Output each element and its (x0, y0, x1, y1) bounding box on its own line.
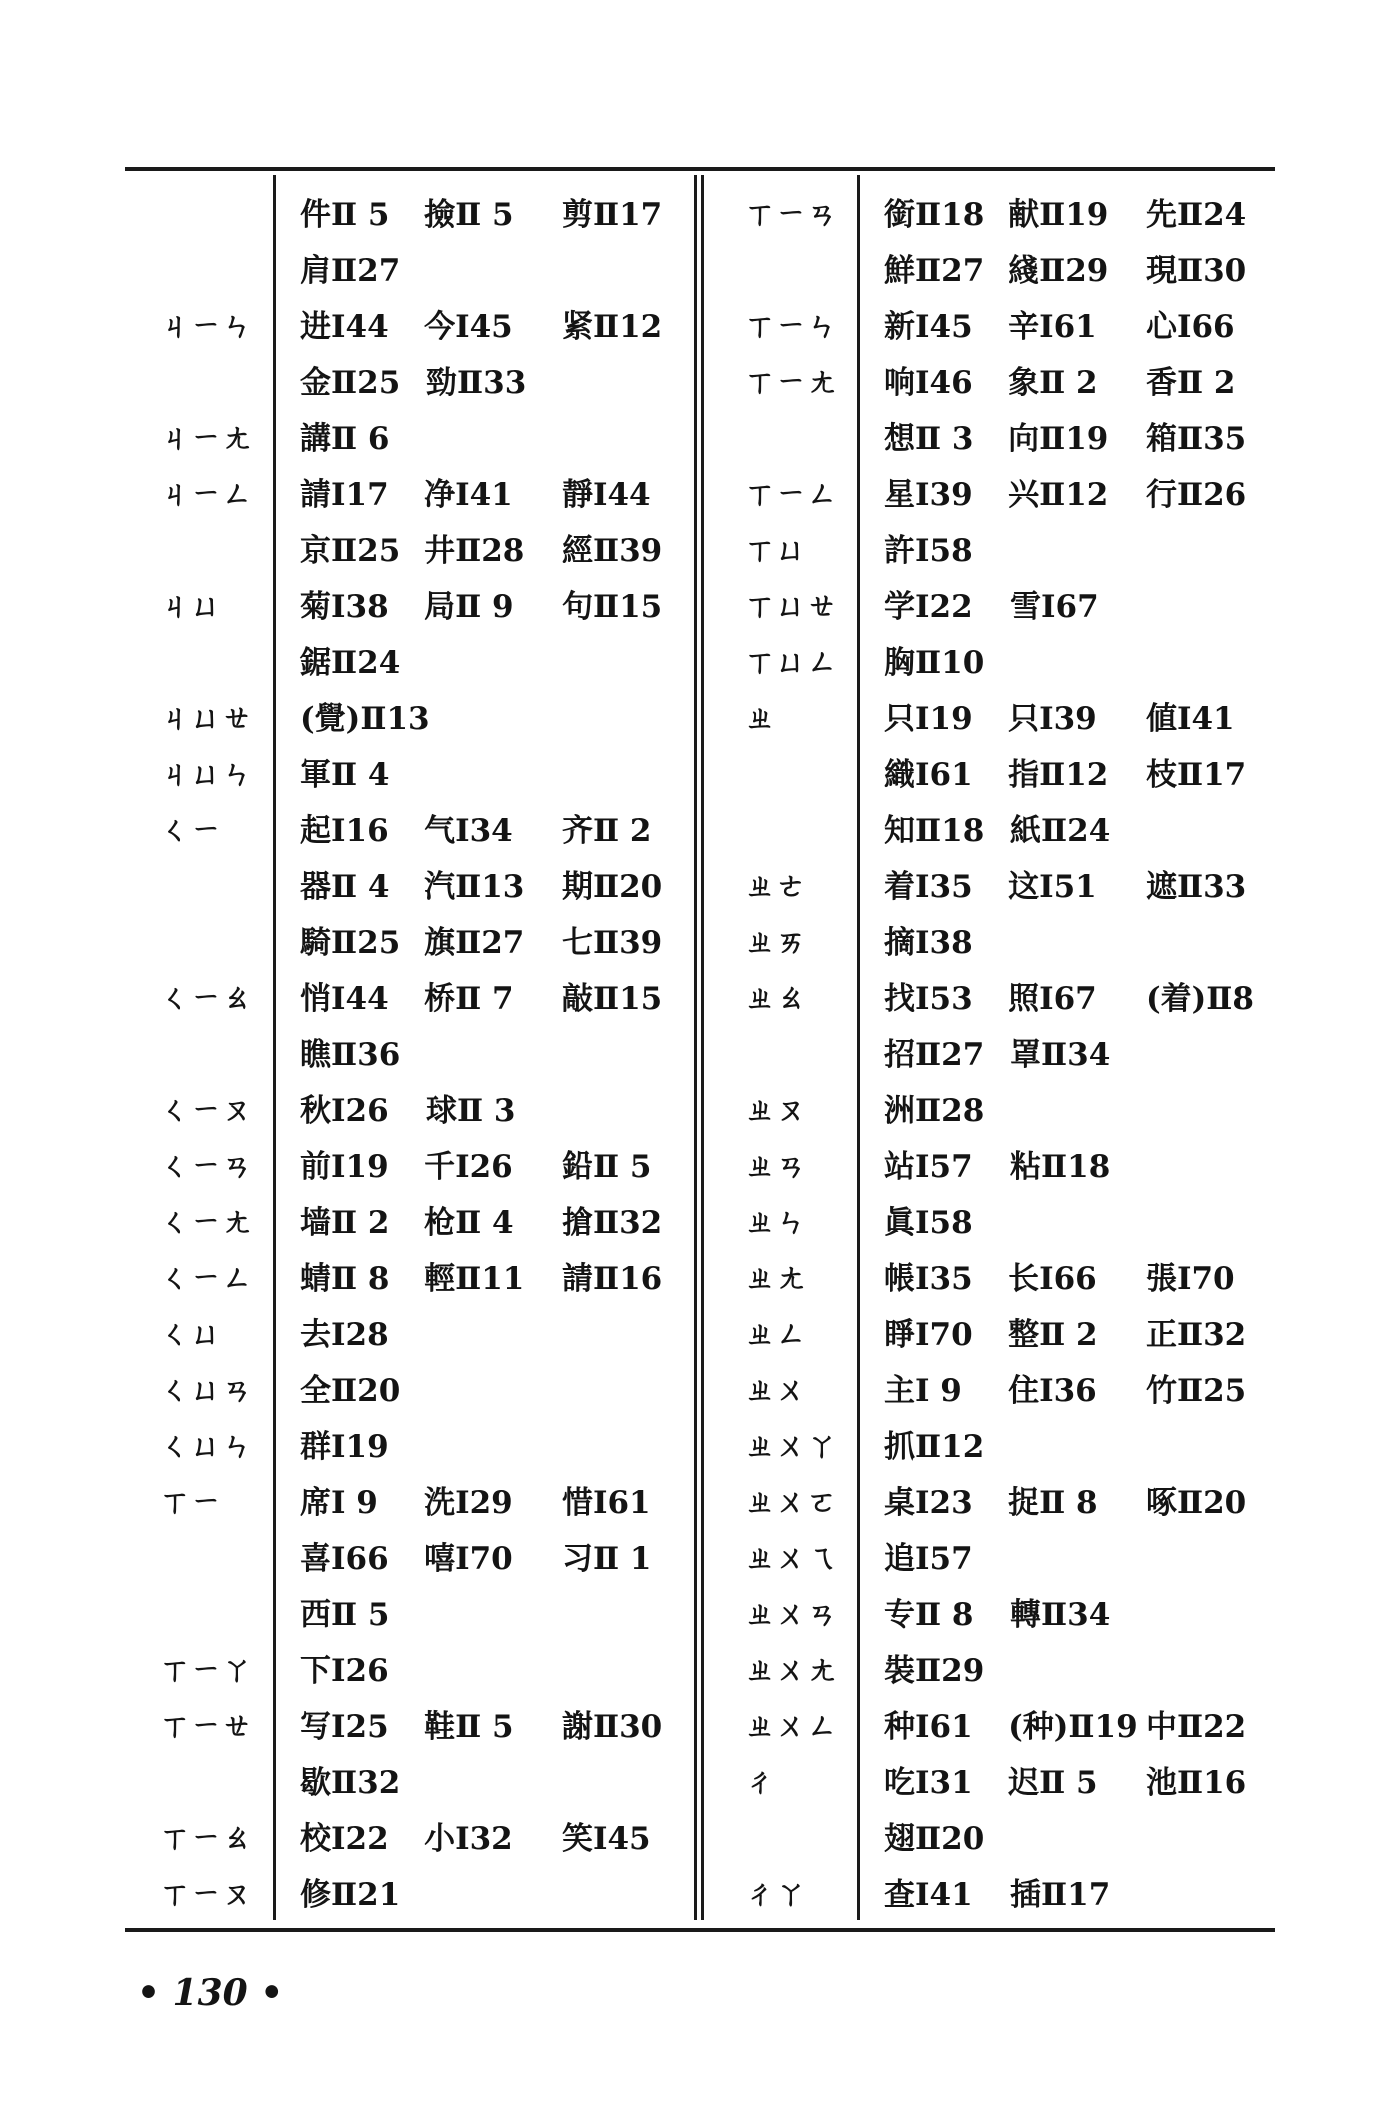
left-entry-row (300, 407, 690, 463)
left-key (160, 631, 270, 687)
left-key (160, 1527, 270, 1583)
entry: 旗Ⅱ27 (424, 924, 525, 961)
entry: 这Ⅰ51 (1008, 868, 1097, 905)
entry: 遮Ⅱ33 (1145, 868, 1247, 905)
entry: 惜Ⅰ61 (561, 1484, 651, 1521)
right-entry-row (884, 407, 1274, 463)
right-key: ㄓㄞ (745, 925, 807, 960)
entry: 小Ⅰ32 (424, 1820, 513, 1857)
entry: 眞Ⅰ58 (884, 1204, 973, 1241)
entry: 行Ⅱ26 (1145, 476, 1247, 513)
entry: 器Ⅱ 4 (300, 868, 390, 905)
entry: 件Ⅱ 5 (300, 196, 390, 233)
right-entry-row (884, 239, 1274, 295)
entry: 剪Ⅱ17 (561, 196, 663, 233)
entry: 长Ⅰ66 (1008, 1260, 1097, 1297)
entry: 嘻Ⅰ70 (424, 1540, 513, 1577)
entry: 翅Ⅱ20 (884, 1820, 985, 1857)
right-key-column (745, 183, 855, 1919)
entry: 照Ⅰ67 (1008, 980, 1097, 1017)
right-entry-row (884, 351, 1274, 407)
entry: 去Ⅰ28 (300, 1316, 389, 1353)
entry: 响Ⅰ46 (884, 364, 973, 401)
entry: 紙Ⅱ24 (1010, 812, 1111, 849)
right-key: ㄒㄧㄤ (745, 365, 838, 400)
entry: 想Ⅱ 3 (884, 420, 974, 457)
left-key: ㄑㄧㄢ (160, 1149, 253, 1184)
right-entry-row (884, 1359, 1274, 1415)
left-entry-row (300, 1415, 690, 1471)
left-key: ㄒㄧㄚ (160, 1653, 253, 1688)
entry: 整Ⅱ 2 (1008, 1316, 1098, 1353)
entry: 捉Ⅱ 8 (1008, 1484, 1098, 1521)
left-entry-row (300, 1639, 690, 1695)
entry: 菊Ⅰ38 (300, 588, 389, 625)
entry: 靜Ⅰ44 (561, 476, 651, 513)
right-key: ㄓ (745, 701, 776, 736)
right-key: ㄒㄩ (745, 533, 807, 568)
right-entry-row (884, 1247, 1274, 1303)
entry: 进Ⅰ44 (300, 308, 389, 345)
left-entry-row (300, 1359, 690, 1415)
entry: 汽Ⅱ13 (424, 868, 525, 905)
left-entry-row (300, 183, 690, 239)
left-entry-row (300, 855, 690, 911)
entry: 群Ⅰ19 (300, 1428, 389, 1465)
entry: 净Ⅰ41 (424, 476, 513, 513)
entry: 講Ⅱ 6 (300, 420, 390, 457)
entry: 修Ⅱ21 (300, 1876, 401, 1913)
entry: 悄Ⅰ44 (300, 980, 389, 1017)
entry: 着Ⅰ35 (884, 868, 973, 905)
right-key (745, 743, 855, 799)
entry: 搶Ⅱ32 (561, 1204, 663, 1241)
left-entry-row (300, 1247, 690, 1303)
entry: 招Ⅱ27 (884, 1036, 985, 1073)
entry: 睜Ⅰ70 (884, 1316, 973, 1353)
entry: 指Ⅱ12 (1008, 756, 1109, 793)
entry: 今Ⅰ45 (424, 308, 513, 345)
left-entry-row (300, 575, 690, 631)
left-entry-row (300, 1583, 690, 1639)
entry: 局Ⅱ 9 (424, 588, 514, 625)
left-key: ㄒㄧㄝ (160, 1709, 253, 1744)
left-key: ㄐㄧㄣ (160, 309, 253, 344)
right-key: ㄓㄥ (745, 1317, 807, 1352)
left-key: ㄐㄧㄥ (160, 477, 253, 512)
right-entry-row (884, 519, 1274, 575)
right-entry-row (884, 575, 1274, 631)
entry: 輕Ⅱ11 (424, 1260, 525, 1297)
left-entry-row (300, 1807, 690, 1863)
entry: 裝Ⅱ29 (884, 1652, 985, 1689)
left-key (160, 1023, 270, 1079)
left-key: ㄑㄧㄡ (160, 1093, 253, 1128)
entry: 西Ⅱ 5 (300, 1596, 390, 1633)
entry: 織Ⅰ61 (884, 756, 973, 793)
left-entry-row (300, 351, 690, 407)
entry: 歇Ⅱ32 (300, 1764, 401, 1801)
right-entry-row (884, 1191, 1274, 1247)
entry: 轉Ⅱ34 (1010, 1596, 1111, 1633)
entry: 兴Ⅱ12 (1008, 476, 1109, 513)
center-divider-b (701, 175, 704, 1920)
entry: 迟Ⅱ 5 (1008, 1764, 1098, 1801)
bottom-rule (125, 1928, 1275, 1932)
left-entry-row (300, 519, 690, 575)
left-key: ㄑㄧ (160, 813, 222, 848)
entry: 抓Ⅱ12 (884, 1428, 985, 1465)
right-column-divider (857, 175, 860, 1920)
right-entry-row (884, 1527, 1274, 1583)
entry: 鉛Ⅱ 5 (561, 1148, 652, 1185)
right-key: ㄓㄜ (745, 869, 807, 904)
entry: 紧Ⅱ12 (561, 308, 663, 345)
left-key: ㄒㄧ (160, 1485, 222, 1520)
left-key (160, 911, 270, 967)
entry: 站Ⅰ57 (884, 1148, 973, 1185)
right-entry-row (884, 687, 1274, 743)
left-entry-row (300, 463, 690, 519)
entry: 象Ⅱ 2 (1008, 364, 1098, 401)
entry: 新Ⅰ45 (884, 308, 973, 345)
entry: 綫Ⅱ29 (1008, 252, 1109, 289)
right-entry-row (884, 1695, 1274, 1751)
entry: 期Ⅱ20 (561, 868, 663, 905)
left-entry-row (300, 1079, 690, 1135)
left-key: ㄑㄩㄢ (160, 1373, 253, 1408)
right-entry-row (884, 1135, 1274, 1191)
entry: 正Ⅱ32 (1145, 1316, 1247, 1353)
right-entry-row (884, 1415, 1274, 1471)
right-key: ㄓㄢ (745, 1149, 807, 1184)
right-key: ㄓㄨㄢ (745, 1597, 838, 1632)
right-key: ㄓㄨㄥ (745, 1709, 838, 1744)
right-key: ㄔㄚ (745, 1877, 807, 1912)
left-key: ㄐㄩ (160, 589, 222, 624)
entry: 笑Ⅰ45 (561, 1820, 651, 1857)
right-key (745, 1807, 855, 1863)
entry: 肩Ⅱ27 (300, 252, 401, 289)
right-key: ㄒㄩㄥ (745, 645, 838, 680)
left-entry-row (300, 911, 690, 967)
entry: 辛Ⅰ61 (1008, 308, 1097, 345)
entry: 粘Ⅱ18 (1010, 1148, 1111, 1185)
entry: 查Ⅰ41 (884, 1876, 973, 1913)
right-entry-row (884, 631, 1274, 687)
entry: 起Ⅰ16 (300, 812, 389, 849)
entry: 池Ⅱ16 (1145, 1764, 1247, 1801)
right-entry-row (884, 1807, 1274, 1863)
entry: 鞋Ⅱ 5 (424, 1708, 514, 1745)
entry: 种Ⅰ61 (884, 1708, 973, 1745)
entry: 追Ⅰ57 (884, 1540, 973, 1577)
left-entry-row (300, 1751, 690, 1807)
entry: 吃Ⅰ31 (884, 1764, 973, 1801)
right-key (745, 799, 855, 855)
left-key: ㄑㄧㄠ (160, 981, 253, 1016)
entry: 現Ⅱ30 (1145, 252, 1247, 289)
entry: 罩Ⅱ34 (1010, 1036, 1111, 1073)
entry: 啄Ⅱ20 (1145, 1484, 1247, 1521)
left-key: ㄑㄧㄤ (160, 1205, 253, 1240)
entry: 住Ⅰ36 (1008, 1372, 1097, 1409)
right-key (745, 239, 855, 295)
entry: 七Ⅱ39 (561, 924, 663, 961)
entry: 請Ⅱ16 (561, 1260, 663, 1297)
left-entry-row (300, 687, 690, 743)
left-key (160, 1583, 270, 1639)
right-entry-row (884, 183, 1274, 239)
right-key: ㄒㄧㄢ (745, 197, 838, 232)
entry: 京Ⅱ25 (300, 532, 401, 569)
entry: 竹Ⅱ25 (1145, 1372, 1247, 1409)
entry: 心Ⅰ66 (1145, 308, 1235, 345)
left-entry-row (300, 1023, 690, 1079)
left-key (160, 1751, 270, 1807)
left-key (160, 239, 270, 295)
entry: 找Ⅰ53 (884, 980, 973, 1017)
right-key (745, 407, 855, 463)
left-entry-row (300, 295, 690, 351)
right-entry-row (884, 1863, 1274, 1919)
entry: 瞧Ⅱ36 (300, 1036, 401, 1073)
entry: 向Ⅱ19 (1008, 420, 1109, 457)
entry: 井Ⅱ28 (424, 532, 525, 569)
left-key: ㄒㄧㄠ (160, 1821, 253, 1856)
right-entry-row (884, 1303, 1274, 1359)
entry: 經Ⅱ39 (561, 532, 663, 569)
entry: 敲Ⅱ15 (561, 980, 663, 1017)
entry: 帳Ⅰ35 (884, 1260, 973, 1297)
entry: 知Ⅱ18 (884, 812, 985, 849)
top-rule (125, 167, 1275, 171)
right-entry-row (884, 799, 1274, 855)
left-entry-row (300, 1303, 690, 1359)
right-key: ㄓㄨㄤ (745, 1653, 838, 1688)
right-key: ㄓㄨㄛ (745, 1485, 838, 1520)
entry: 雪Ⅰ67 (1010, 588, 1099, 625)
left-entry-row (300, 799, 690, 855)
left-column-divider (273, 175, 276, 1920)
entry: 下Ⅰ26 (300, 1652, 389, 1689)
entry: 洲Ⅱ28 (884, 1092, 985, 1129)
right-entry-row (884, 855, 1274, 911)
left-key (160, 855, 270, 911)
entry: 桌Ⅰ23 (884, 1484, 973, 1521)
right-key: ㄒㄩㄝ (745, 589, 838, 624)
right-entry-row (884, 1471, 1274, 1527)
entry: 枝Ⅱ17 (1145, 756, 1247, 793)
left-entry-row (300, 1695, 690, 1751)
right-key: ㄒㄧㄣ (745, 309, 838, 344)
right-entry-row (884, 1079, 1274, 1135)
right-key: ㄓㄣ (745, 1205, 807, 1240)
entry: 席Ⅰ 9 (300, 1484, 378, 1521)
left-key (160, 519, 270, 575)
right-entry-row (884, 743, 1274, 799)
entry: 主Ⅰ 9 (884, 1372, 962, 1409)
entry: 謝Ⅱ30 (561, 1708, 663, 1745)
entry: 鋸Ⅱ24 (300, 644, 401, 681)
entry: 値Ⅰ41 (1145, 700, 1235, 737)
entry: 先Ⅱ24 (1145, 196, 1247, 233)
left-entry-row (300, 967, 690, 1023)
entry: 学Ⅰ22 (884, 588, 973, 625)
left-key: ㄑㄩㄣ (160, 1429, 253, 1464)
entry: 句Ⅱ15 (561, 588, 663, 625)
entry: 香Ⅱ 2 (1145, 364, 1236, 401)
left-key (160, 183, 270, 239)
entry: 球Ⅱ 3 (426, 1092, 516, 1129)
left-entry-row (300, 1471, 690, 1527)
entry: 張Ⅰ70 (1145, 1260, 1235, 1297)
entry: 許Ⅰ58 (884, 532, 973, 569)
right-entry-row (884, 911, 1274, 967)
entry: 全Ⅱ20 (300, 1372, 401, 1409)
entry: 請Ⅰ17 (300, 476, 389, 513)
right-key: ㄓㄡ (745, 1093, 807, 1128)
left-key: ㄑㄩ (160, 1317, 222, 1352)
right-entry-row (884, 1023, 1274, 1079)
left-entry-row (300, 1863, 690, 1919)
right-entry-row (884, 1639, 1274, 1695)
entry: 桥Ⅱ 7 (424, 980, 514, 1017)
entry: 写Ⅰ25 (300, 1708, 389, 1745)
entry: 献Ⅱ19 (1008, 196, 1109, 233)
right-entry-row (884, 463, 1274, 519)
left-entry-row (300, 1135, 690, 1191)
right-entry-row (884, 1583, 1274, 1639)
entry: 勁Ⅱ33 (426, 364, 527, 401)
entry: (着)Ⅱ8 (1145, 980, 1254, 1017)
center-divider-a (694, 175, 697, 1920)
entry: (覺)Ⅱ13 (300, 700, 430, 737)
left-key: ㄐㄩㄝ (160, 701, 253, 736)
left-entry-row (300, 1527, 690, 1583)
entry: 墙Ⅱ 2 (300, 1204, 390, 1241)
entry: 喜Ⅰ66 (300, 1540, 389, 1577)
entry: 軍Ⅱ 4 (300, 756, 390, 793)
left-entry-row (300, 239, 690, 295)
entry: 气Ⅰ34 (424, 812, 513, 849)
entry: 只Ⅰ39 (1008, 700, 1097, 737)
right-key (745, 1023, 855, 1079)
entry: 洗Ⅰ29 (424, 1484, 513, 1521)
entry: 金Ⅱ25 (300, 364, 401, 401)
left-key: ㄐㄧㄤ (160, 421, 253, 456)
entry: (种)Ⅱ19 (1008, 1708, 1138, 1745)
right-entry-row (884, 967, 1274, 1023)
entry: 前Ⅰ19 (300, 1148, 389, 1185)
left-key: ㄒㄧㄡ (160, 1877, 253, 1912)
entry: 鮮Ⅱ27 (884, 252, 985, 289)
entry: 箱Ⅱ35 (1145, 420, 1247, 457)
entry: 騎Ⅱ25 (300, 924, 401, 961)
entry: 千Ⅰ26 (424, 1148, 513, 1185)
right-key: ㄒㄧㄥ (745, 477, 838, 512)
entry: 撿Ⅱ 5 (424, 196, 514, 233)
entry: 秋Ⅰ26 (300, 1092, 389, 1129)
right-entry-row (884, 1751, 1274, 1807)
left-entry-row (300, 1191, 690, 1247)
left-entry-row (300, 631, 690, 687)
entry: 专Ⅱ 8 (884, 1596, 974, 1633)
right-key: ㄓㄨㄟ (745, 1541, 838, 1576)
entry: 胸Ⅱ10 (884, 644, 985, 681)
right-key: ㄓㄨ (745, 1373, 807, 1408)
left-key: ㄐㄩㄣ (160, 757, 253, 792)
entry: 齐Ⅱ 2 (561, 812, 652, 849)
entry: 习Ⅱ 1 (561, 1540, 652, 1577)
left-key-column (160, 183, 270, 1919)
page-number: • 130 • (137, 1972, 284, 2014)
entry: 銜Ⅱ18 (884, 196, 985, 233)
entry: 插Ⅱ17 (1010, 1876, 1111, 1913)
right-key: ㄓㄨㄚ (745, 1429, 838, 1464)
entry: 中Ⅱ22 (1145, 1708, 1247, 1745)
left-entries-column (300, 183, 690, 1919)
right-key: ㄔ (745, 1765, 776, 1800)
left-key: ㄑㄧㄥ (160, 1261, 253, 1296)
entry: 蜻Ⅱ 8 (300, 1260, 390, 1297)
entry: 星Ⅰ39 (884, 476, 973, 513)
right-key: ㄓㄠ (745, 981, 807, 1016)
right-entries-column (884, 183, 1274, 1919)
entry: 校Ⅰ22 (300, 1820, 389, 1857)
entry: 枪Ⅱ 4 (424, 1204, 514, 1241)
right-entry-row (884, 295, 1274, 351)
entry: 只Ⅰ19 (884, 700, 973, 737)
right-key: ㄓㄤ (745, 1261, 807, 1296)
left-key (160, 351, 270, 407)
left-entry-row (300, 743, 690, 799)
entry: 摘Ⅰ38 (884, 924, 973, 961)
